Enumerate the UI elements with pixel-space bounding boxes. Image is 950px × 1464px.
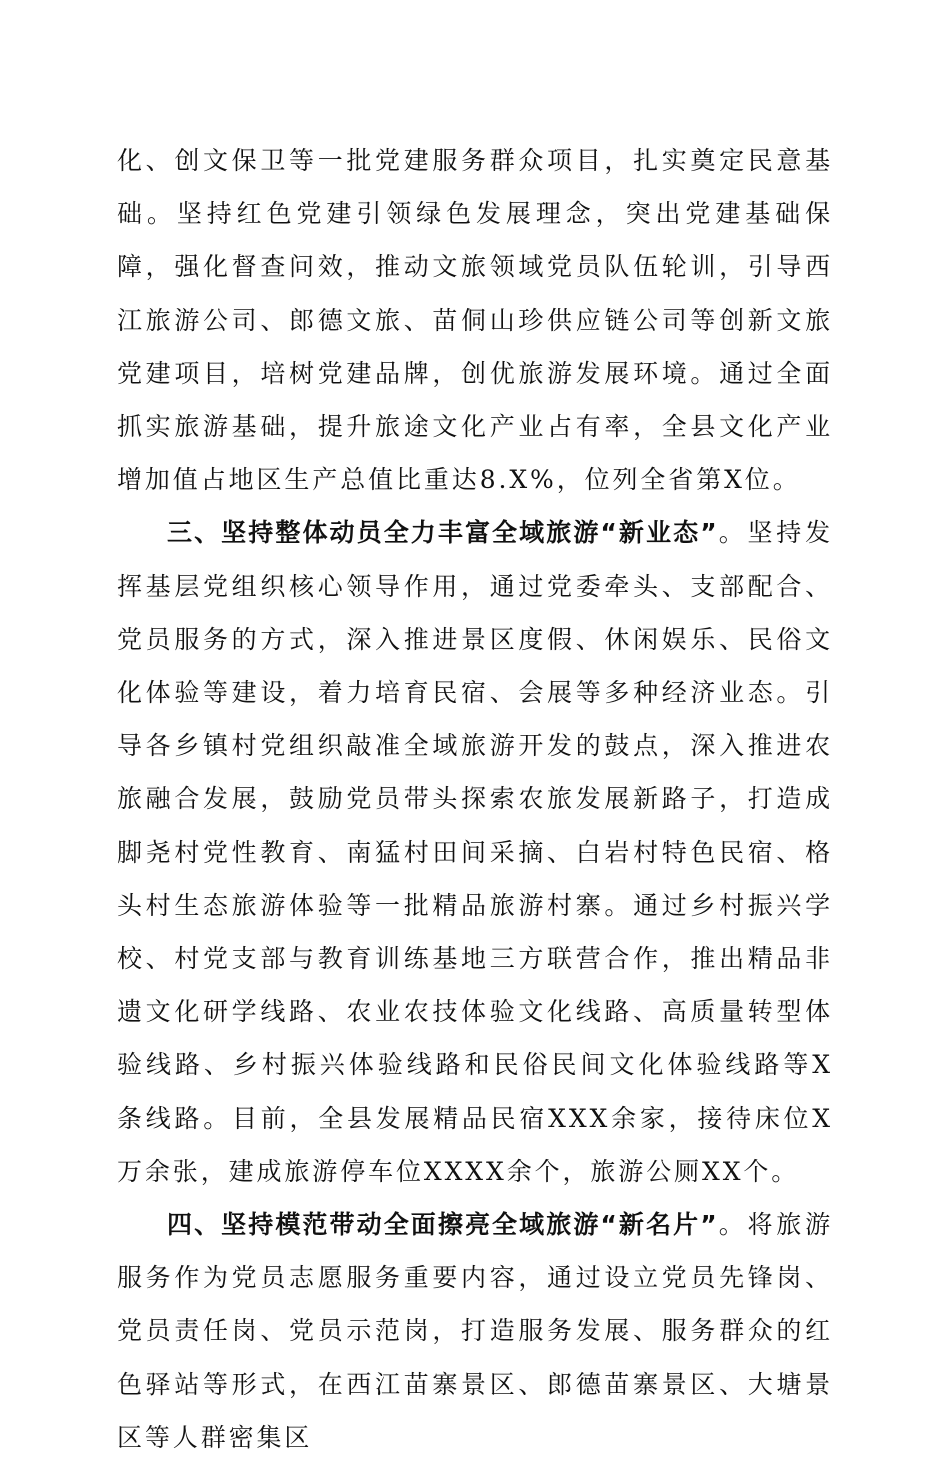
paragraph-text: 。将旅游服务作为党员志愿服务重要内容，通过设立党员先锋岗、党员责任岗、党员示范岗，打造服务发展、服务群众的红色驿站等形式，在西江苗寨景区、郎德苗寨景区、大塘景区等人群密集区: [117, 1210, 833, 1452]
section-heading: 四、坚持模范带动全面擦亮全域旅游“新名片”: [167, 1210, 718, 1240]
paragraph-section-three: [117, 506, 833, 1198]
paragraph-continuation: [117, 134, 833, 506]
paragraph-section-four: [117, 1198, 833, 1464]
paragraph-text: 。坚持发挥基层党组织核心领导作用，通过党委牵头、支部配合、党员服务的方式，深入推进景区度假、休闲娱乐、民俗文化体验等建设，着力培育民宿、会展等多种经济业态。引导各乡镇村党组织敲准全域旅游开发的鼓点，深入推进农旅融合发展，鼓励党员带头探索农旅发展新路子，打造成脚尧村党性教育、南猛村田间采摘、白岩村特色民宿、格头村生态旅游体验等一批精品旅游村寨。通过乡村振兴学校、村党支部与教育训练基地三方联营合作，推出精品非遗文化研学线路、农业农技体验文化线路、高质量转型体验线路、乡村振兴体验线路和民俗民间文化体验线路等X条线路。目前，全县发展精品民宿XXX余家，接待床位X万余张，建成旅游停车位XXXX余个，旅游公厕XX个。: [117, 518, 833, 1186]
section-heading: 三、坚持整体动员全力丰富全域旅游“新业态”: [167, 518, 718, 548]
paragraph-text: 化、创文保卫等一批党建服务群众项目，扎实奠定民意基础。坚持红色党建引领绿色发展理念，突出党建基础保障，强化督查问效，推动文旅领域党员队伍轮训，引导西江旅游公司、郎德文旅、苗侗山珍供应链公司等创新文旅党建项目，培树党建品牌，创优旅游发展环境。通过全面抓实旅游基础，提升旅途文化产业占有率，全县文化产业增加值占地区生产总值比重达8.X%，位列全省第X位。: [117, 146, 833, 495]
document-body: [117, 134, 833, 1464]
